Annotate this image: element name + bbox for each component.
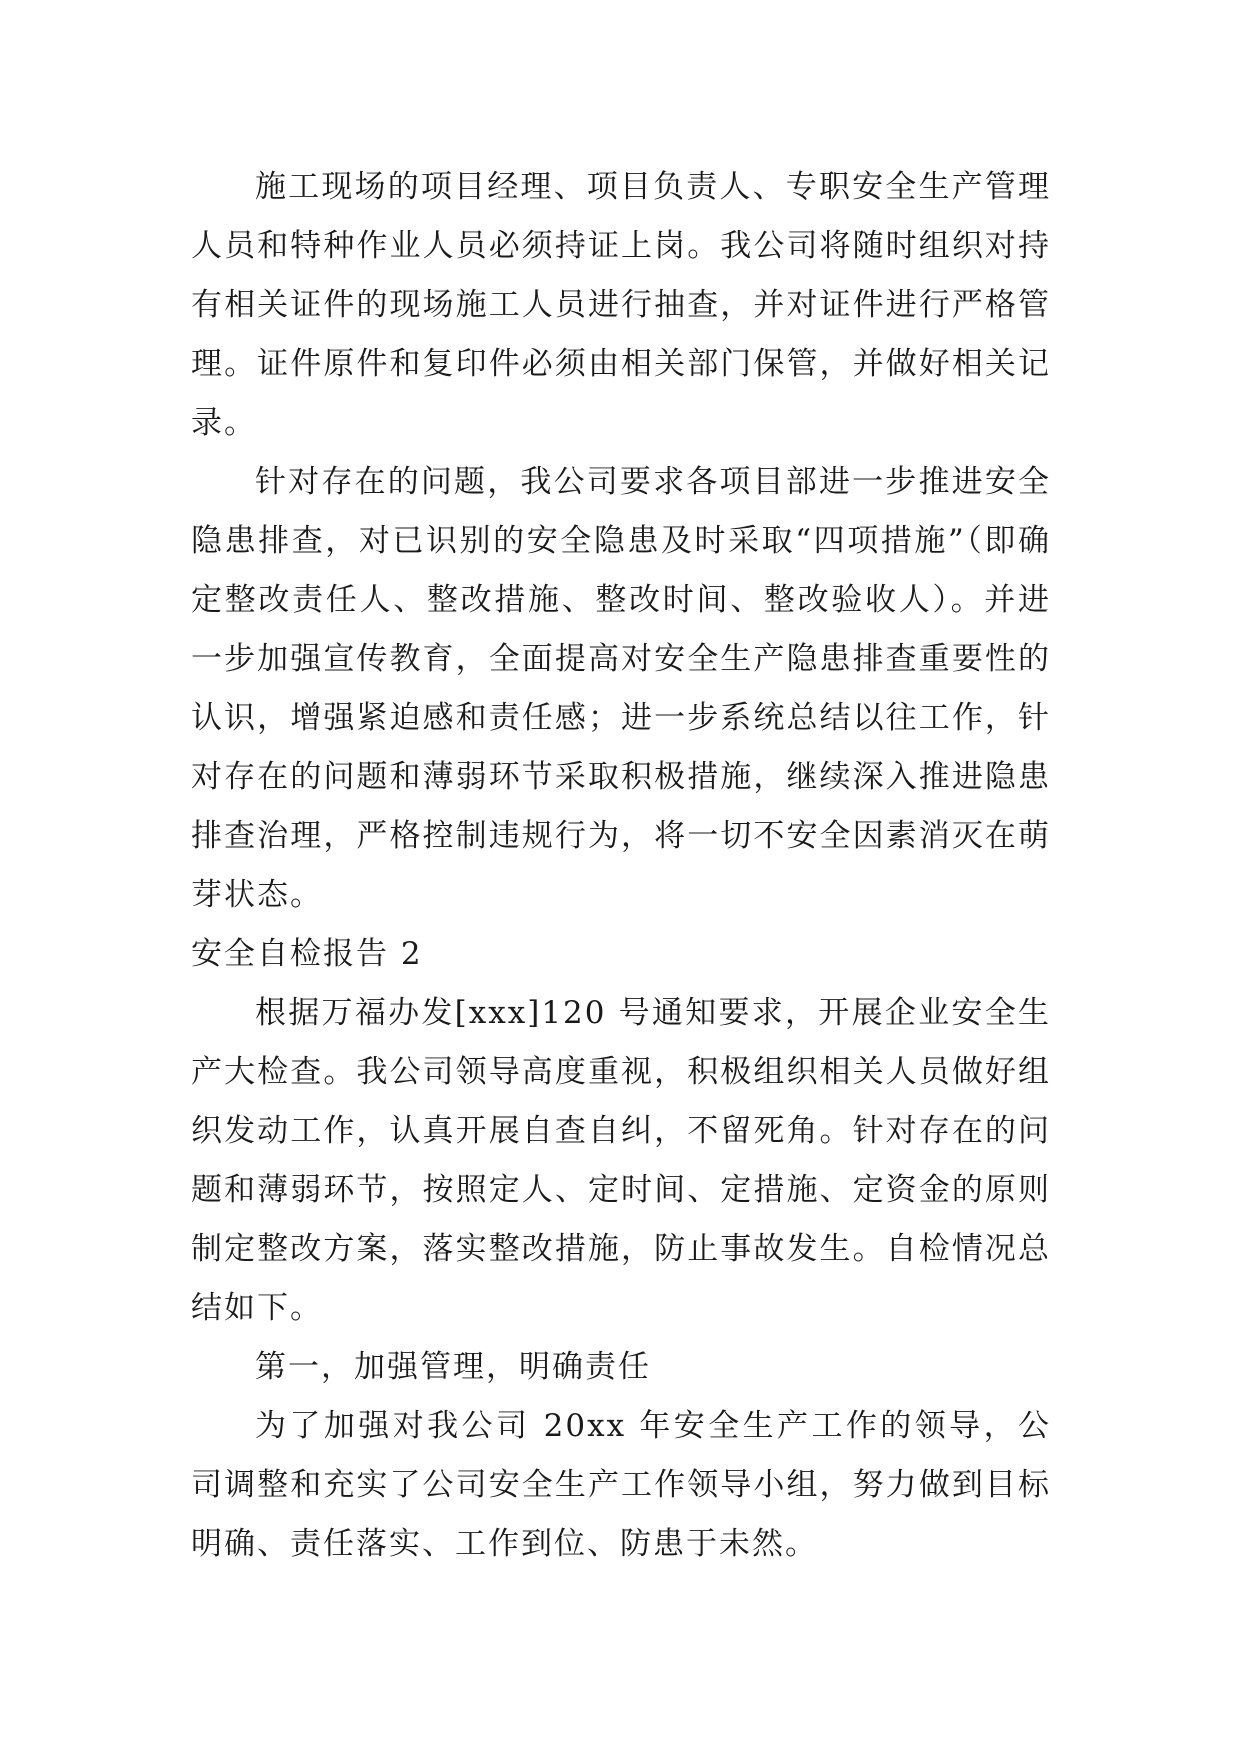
paragraph-leadership-group: 为了加强对我公司 20xx 年安全生产工作的领导，公司调整和充实了公司安全生产工作领导小组，努力做到目标明确、责任落实、工作到位、防患于未然。 xyxy=(191,1408,1051,1562)
subheading-management-responsibility: 第一，加强管理，明确责任 xyxy=(255,1349,651,1385)
paragraph-hazard-investigation: 针对存在的问题，我公司要求各项目部进一步推进安全隐患排查，对已识别的安全隐患及时采取“四项措施”（即确定整改责任人、整改措施、整改时间、整改验收人）。并进一步加强宣传教育，全面提高对安全生产隐患排查重要性的认识，增强紧迫感和责任感；进一步系统总结以往工作，针对存在的问题和薄弱环节采取积极措施，继续深入推进隐患排查治理，严格控制违规行为，将一切不安全因素消灭在萌芽状态。 xyxy=(191,464,1051,913)
paragraph-inspection-notice: 根据万福办发[xxx]120 号通知要求，开展企业安全生产大检查。我公司领导高度重视，积极组织相关人员做好组织发动工作，认真开展自查自纠，不留死角。针对存在的问题和薄弱环节，按照定人、定时间、定措施、定资金的原则制定整改方案，落实整改措施，防止事故发生。自检情况总结如下。 xyxy=(191,995,1051,1326)
section-heading-report-2: 安全自检报告 2 xyxy=(191,936,423,972)
document-body xyxy=(191,158,1051,1574)
paragraph-certification: 施工现场的项目经理、项目负责人、专职安全生产管理人员和特种作业人员必须持证上岗。我公司将随时组织对持有相关证件的现场施工人员进行抽查，并对证件进行严格管理。证件原件和复印件必须由相关部门保管，并做好相关记录。 xyxy=(191,169,1051,441)
